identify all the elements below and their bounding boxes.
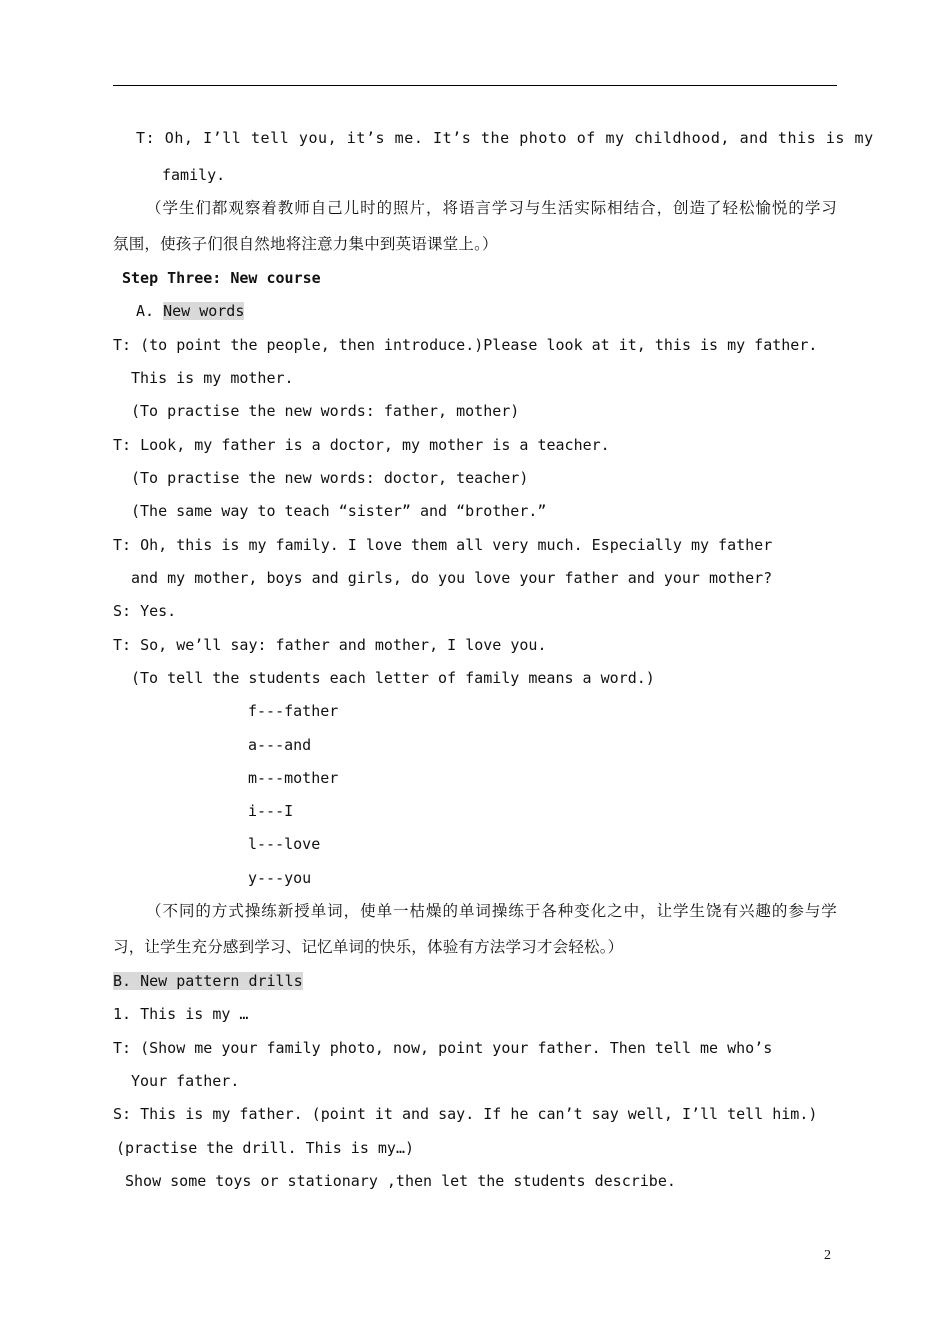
acrostic-line: l---love <box>248 835 321 853</box>
text-line: (To practise the new words: doctor, teacher) <box>131 469 529 487</box>
text-line: (To tell the students each letter of family means a word.) <box>131 669 655 687</box>
acrostic-line: a---and <box>248 736 312 754</box>
text-line: T: Oh, I’ll tell you, it’s me. It’s the photo of my childhood, and this is my <box>136 129 874 147</box>
acrostic-line: f---father <box>248 702 339 720</box>
text-line: 氛围，使孩子们很自然地将注意力集中到英语课堂上。） <box>113 235 498 253</box>
text-line: and my mother, boys and girls, do you love your father and your mother? <box>131 569 773 587</box>
subsection-label <box>136 301 244 321</box>
text-line: S: Yes. <box>113 602 177 620</box>
text-line: (The same way to teach “sister” and “brother.” <box>131 502 547 520</box>
section-heading: Step Three: New course <box>122 269 321 287</box>
header-rule <box>113 85 837 86</box>
text-line: T: Look, my father is a doctor, my mother is a teacher. <box>113 436 610 454</box>
text-line: T: (Show me your family photo, now, point your father. Then tell me who’s <box>113 1039 773 1057</box>
text-line: T: Oh, this is my family. I love them all very much. Especially my father <box>113 536 773 554</box>
text-line: T: (to point the people, then introduce.)Please look at it, this is my father. <box>113 336 818 354</box>
text-line: family. <box>162 166 226 184</box>
text-line: 1. This is my … <box>113 1005 249 1023</box>
highlighted-subheading: B. New pattern drills <box>113 972 303 990</box>
text-line: S: This is my father. (point it and say. If he can’t say well, I’ll tell him.) <box>113 1105 818 1123</box>
acrostic-line: y---you <box>248 869 312 887</box>
text-line: (To practise the new words: father, mother) <box>131 402 520 420</box>
acrostic-line: m---mother <box>248 769 339 787</box>
highlighted-subheading: New words <box>163 302 245 320</box>
acrostic-line: i---I <box>248 802 294 820</box>
subsection-letter: A. <box>136 302 164 320</box>
page-number: 2 <box>824 1248 831 1263</box>
text-line: This is my mother. <box>131 369 294 387</box>
text-line: （不同的方式操练新授单词，使单一枯燥的单词操练于各种变化之中，让学生饶有兴趣的参与学 <box>146 902 837 920</box>
text-line: (practise the drill. This is my…) <box>116 1139 415 1157</box>
text-line: Your father. <box>131 1072 240 1090</box>
text-line: T: So, we’ll say: father and mother, I love you. <box>113 636 547 654</box>
text-line: Show some toys or stationary ,then let the students describe. <box>125 1172 676 1190</box>
subsection-heading <box>113 971 303 991</box>
text-line: 习，让学生充分感到学习、记忆单词的快乐，体验有方法学习才会轻松。） <box>113 938 624 956</box>
text-line: （学生们都观察着教师自己儿时的照片，将语言学习与生活实际相结合，创造了轻松愉悦的学习 <box>146 199 837 217</box>
